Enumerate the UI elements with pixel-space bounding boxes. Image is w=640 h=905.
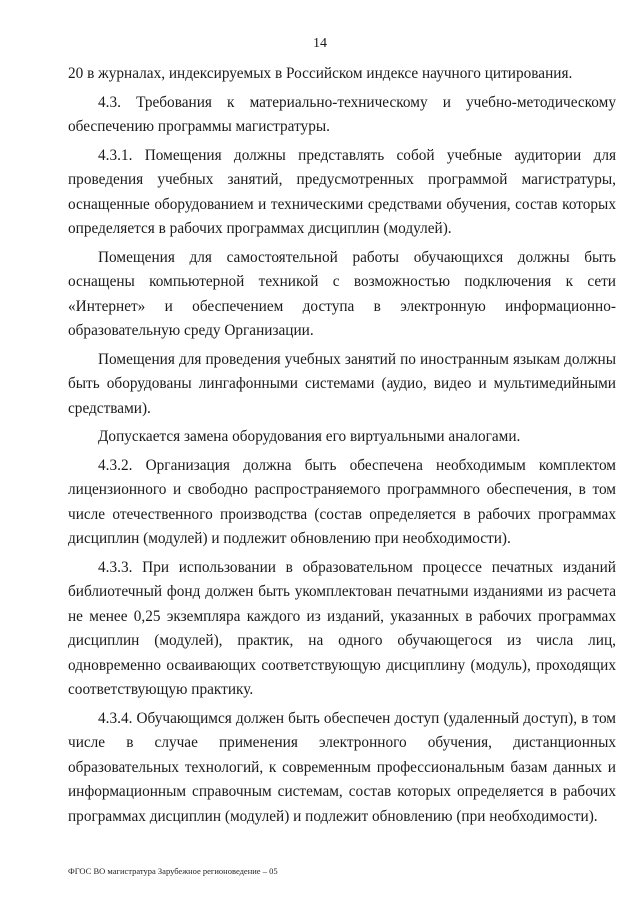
page-footer: ФГОС ВО магистратура Зарубежное регионоведение – 05	[68, 866, 278, 876]
paragraph-4-3-3: 4.3.3. При использовании в образовательном процессе печатных изданий библиотечный фонд должен быть укомплектован печатными изданиями из расчета не менее 0,25 экземпляра каждого из изданий, указанных в рабочих программах дисциплин (модулей), практик, на одного обучающегося из числа лиц, одновременно осваивающих соответствующую дисциплину (модуль), проходящих соответствующую практику.	[68, 558, 616, 698]
paragraph-4-3-2: 4.3.2. Организация должна быть обеспечена необходимым комплектом лицензионного и свободно распространяемого программного обеспечения, в том числе отечественного производства (состав определяется в рабочих программах дисциплин (модулей) и подлежит обновлению при необходимости).	[68, 456, 616, 547]
section-heading-4-3: 4.3. Требования к материально-техническому и учебно-методическому обеспечению программы магистратуры.	[68, 93, 616, 135]
paragraph-4-3-1: 4.3.1. Помещения должны представлять собой учебные аудитории для проведения учебных занятий, предусмотренных программой магистратуры, оснащенные оборудованием и техническими средствами обучения, состав которых определяется в рабочих программах дисциплин (модулей).	[68, 146, 616, 237]
paragraph-language-rooms: Помещения для проведения учебных занятий по иностранным языкам должны быть оборудованы лингафонными системами (аудио, видео и мультимедийными средствами).	[68, 350, 616, 417]
page-number: 14	[313, 36, 327, 51]
paragraph-self-study-rooms: Помещения для самостоятельной работы обучающихся должны быть оснащены компьютерной техникой с возможностью подключения к сети «Интернет» и обеспечением доступа в электронную информационно-образовательную среду Организации.	[68, 248, 616, 339]
document-body	[68, 62, 616, 833]
paragraph-virtual-equipment: Допускается замена оборудования его виртуальными аналогами.	[98, 428, 521, 445]
paragraph-continuation: 20 в журналах, индексируемых в Российском индексе научного цитирования.	[68, 65, 573, 82]
paragraph-4-3-4: 4.3.4. Обучающимся должен быть обеспечен доступ (удаленный доступ), в том числе в случае применения электронного обучения, дистанционных образовательных технологий, к современным профессиональным базам данных и информационным справочным системам, состав которых определяется в рабочих программах дисциплин (модулей) и подлежит обновлению (при необходимости).	[68, 709, 616, 825]
